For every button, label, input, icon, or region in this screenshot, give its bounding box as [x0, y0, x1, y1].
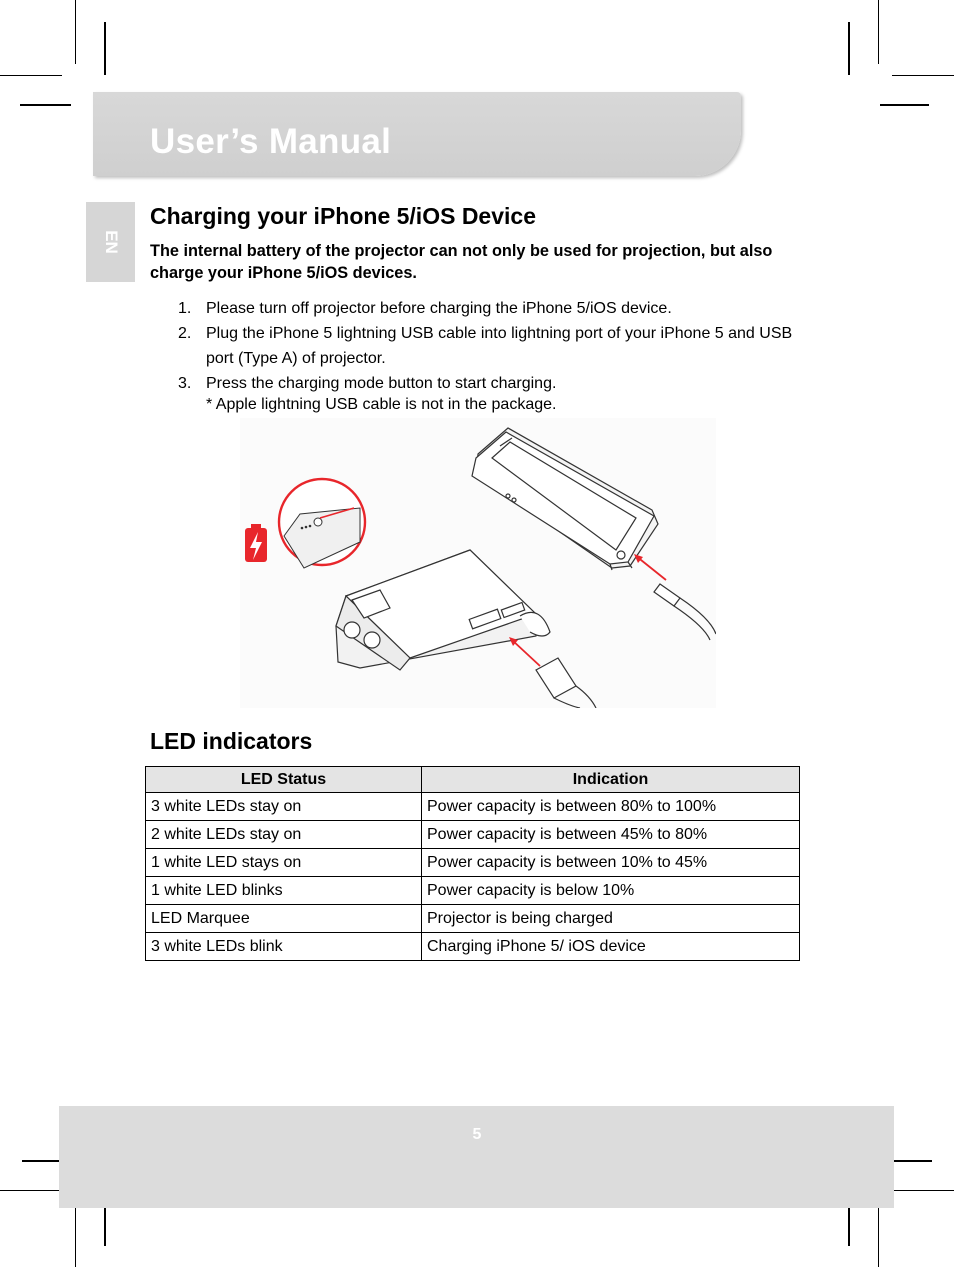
battery-charging-icon: [245, 524, 267, 562]
table-row: [146, 877, 800, 905]
column-header: LED Status: [146, 767, 422, 793]
table-row: [146, 793, 800, 821]
led-status-cell: 3 white LEDs stay on: [146, 793, 422, 821]
language-tab: [86, 202, 135, 282]
led-status-cell: 1 white LED stays on: [146, 849, 422, 877]
charging-section-title: Charging your iPhone 5/iOS Device: [150, 203, 536, 229]
charging-steps: [178, 296, 798, 396]
step-item: [178, 296, 798, 321]
table-row: [146, 905, 800, 933]
step-text: Press the charging mode button to start charging.: [206, 375, 557, 392]
page-number: 5: [472, 1126, 482, 1143]
footer-band: [59, 1106, 894, 1208]
table-row: [146, 849, 800, 877]
step-item: [178, 321, 798, 371]
table-row: [146, 821, 800, 849]
step-item: [178, 371, 798, 396]
indication-cell: Power capacity is below 10%: [422, 877, 800, 905]
indication-cell: Projector is being charged: [422, 905, 800, 933]
charging-intro: The internal battery of the projector can not only be used for projection, but also charge your iPhone 5/iOS devices.: [150, 242, 773, 282]
step-text: Plug the iPhone 5 lightning USB cable into lightning port of your iPhone 5 and USB port (Type A) of projector.: [206, 325, 793, 367]
header-title: User’s Manual: [150, 122, 392, 161]
indication-cell: Power capacity is between 10% to 45%: [422, 849, 800, 877]
led-status-cell: LED Marquee: [146, 905, 422, 933]
step-text: Please turn off projector before charging the iPhone 5/iOS device.: [206, 300, 672, 317]
step-number: 2.: [178, 325, 192, 342]
step-number: 3.: [178, 375, 192, 392]
led-status-cell: 3 white LEDs blink: [146, 933, 422, 961]
step-number: 1.: [178, 300, 192, 317]
led-status-cell: 2 white LEDs stay on: [146, 821, 422, 849]
table-header-row: [146, 767, 800, 793]
charging-illustration: [240, 418, 716, 708]
led-status-cell: 1 white LED blinks: [146, 877, 422, 905]
language-tab-label: EN: [101, 230, 121, 254]
indication-cell: Power capacity is between 45% to 80%: [422, 821, 800, 849]
cable-note: * Apple lightning USB cable is not in the package.: [206, 396, 557, 413]
indication-cell: Power capacity is between 80% to 100%: [422, 793, 800, 821]
column-header: Indication: [422, 767, 800, 793]
led-section-title: LED indicators: [150, 728, 313, 754]
led-indicator-table: [145, 766, 800, 961]
table-row: [146, 933, 800, 961]
indication-cell: Charging iPhone 5/ iOS device: [422, 933, 800, 961]
